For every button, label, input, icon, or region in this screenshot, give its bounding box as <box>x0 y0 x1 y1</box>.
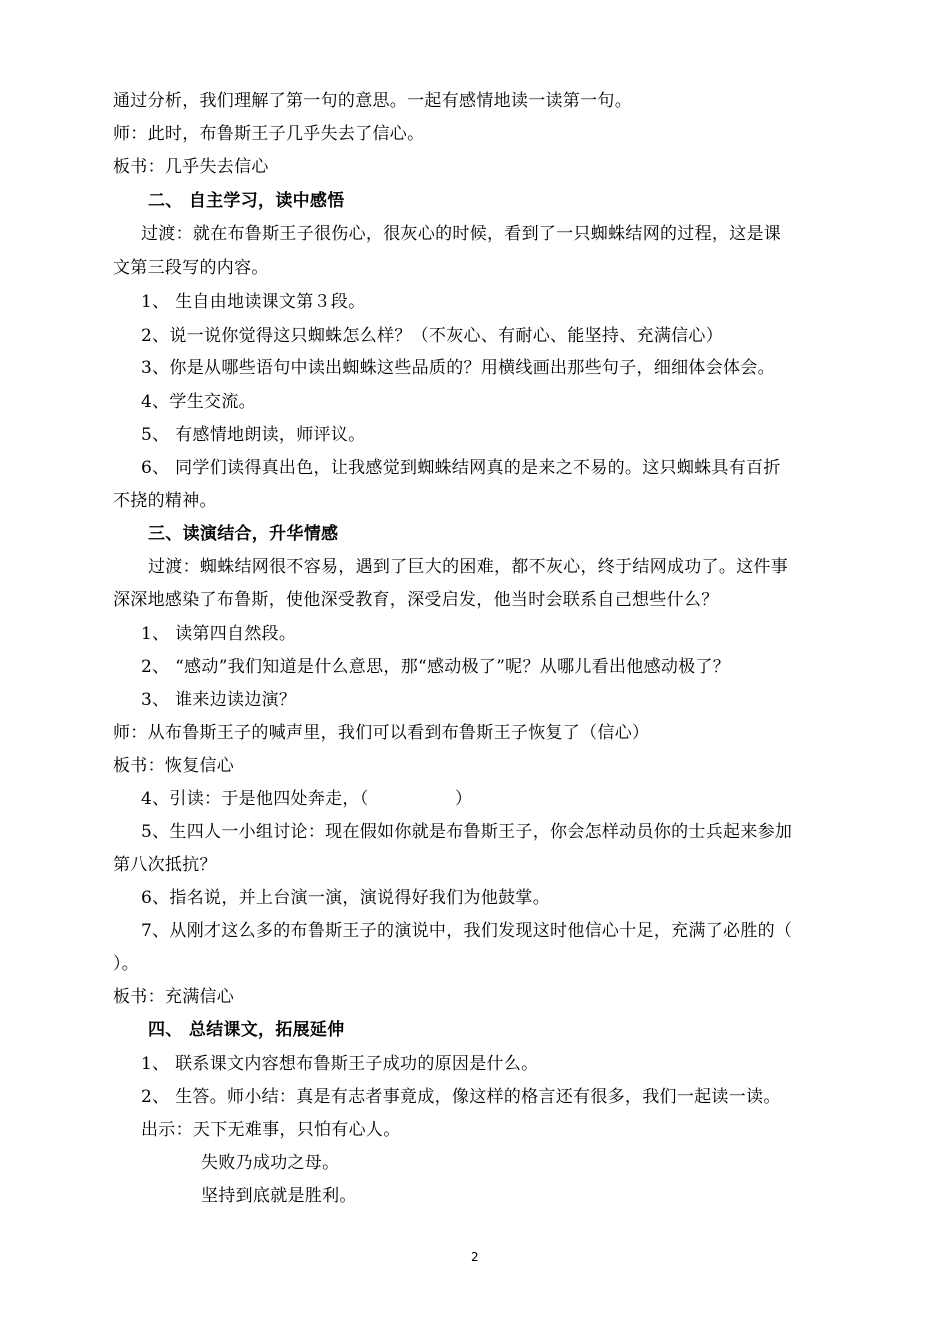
transition-line: 过渡：蜘蛛结网很不容易，遇到了巨大的困难，都不灰心，终于结网成功了。这件事 <box>148 557 789 577</box>
list-item: 1、 联系课文内容想布鲁斯王子成功的原因是什么。 <box>141 1054 539 1074</box>
list-item: 2、 “感动”我们知道是什么意思，那“感动极了”呢？从哪儿看出他感动极了？ <box>141 657 731 677</box>
list-item: 4、学生交流。 <box>141 392 256 412</box>
section-heading-4: 四、 总结课文，拓展延伸 <box>148 1020 345 1040</box>
motto-line: 坚持到底就是胜利。 <box>201 1186 357 1206</box>
board-note: 板书：充满信心 <box>113 987 235 1007</box>
list-item: 5、生四人一小组讨论：现在假如你就是布鲁斯王子，你会怎样动员你的士兵起来参加 <box>141 822 793 842</box>
list-item: 4、引读：于是他四处奔走，（ ） <box>141 789 473 809</box>
section-heading-3: 三、读演结合，升华情感 <box>148 524 339 544</box>
list-item-cont: 第八次抵抗？ <box>113 855 217 875</box>
list-item-cont: ）。 <box>113 954 140 974</box>
paragraph-line: 通过分析，我们理解了第一句的意思。一起有感情地读一读第一句。 <box>113 91 632 111</box>
board-note: 板书：几乎失去信心 <box>113 157 269 177</box>
list-item: 1、 读第四自然段。 <box>141 624 297 644</box>
page-number: 2 <box>471 1250 479 1264</box>
section-heading-2: 二、 自主学习，读中感悟 <box>148 191 345 211</box>
motto-line: 失败乃成功之母。 <box>201 1153 340 1173</box>
board-note: 板书：恢复信心 <box>113 756 235 776</box>
list-item-cont: 不挠的精神。 <box>113 491 217 511</box>
list-item: 2、说一说你觉得这只蜘蛛怎么样？（不灰心、有耐心、能坚持、充满信心） <box>141 326 724 346</box>
transition-line: 过渡：就在布鲁斯王子很伤心，很灰心的时候，看到了一只蜘蛛结网的过程，这是课 <box>141 224 782 244</box>
motto-intro: 出示：天下无难事，只怕有心人。 <box>141 1120 401 1140</box>
list-item: 3、 谁来边读边演？ <box>141 690 297 710</box>
list-item: 6、 同学们读得真出色，让我感觉到蜘蛛结网真的是来之不易的。这只蜘蛛具有百折 <box>141 458 781 478</box>
list-item: 7、从刚才这么多的布鲁斯王子的演说中，我们发现这时他信心十足，充满了必胜的（ <box>141 921 793 941</box>
list-item: 3、你是从哪些语句中读出蜘蛛这些品质的？用横线画出那些句子，细细体会体会。 <box>141 358 775 378</box>
teacher-line: 师：此时，布鲁斯王子几乎失去了信心。 <box>113 124 425 144</box>
list-item: 1、 生自由地读课文第３段。 <box>141 292 366 312</box>
list-item: 6、指名说，并上台演一演，演说得好我们为他鼓掌。 <box>141 888 551 908</box>
transition-line-cont: 深深地感染了布鲁斯，使他深受教育，深受启发，他当时会联系自己想些什么？ <box>113 590 719 610</box>
teacher-line: 师：从布鲁斯王子的喊声里，我们可以看到布鲁斯王子恢复了（信心） <box>113 723 650 743</box>
transition-line-cont: 文第三段写的内容。 <box>113 258 269 278</box>
list-item: 2、 生答。师小结：真是有志者事竟成，像这样的格言还有很多，我们一起读一读。 <box>141 1087 781 1107</box>
list-item: 5、 有感情地朗读，师评议。 <box>141 425 366 445</box>
